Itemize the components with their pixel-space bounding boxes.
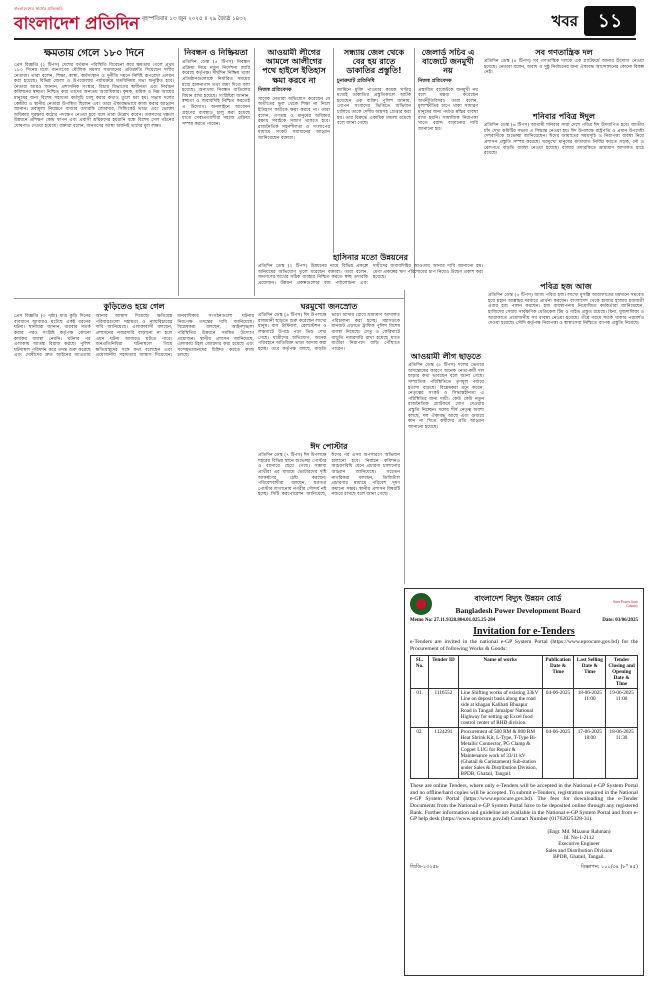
bpdb-logo-icon: [410, 593, 432, 615]
tender-signature: [520, 829, 638, 860]
tender-org-bangla: বাংলাদেশ বিদ্যুৎ উন্নয়ন বোর্ড: [474, 593, 562, 603]
tender-intro: e-Tenders are invited in the national e-GP System Portal (https://www.eprocure.gov.bd) for the Procurement of following Works & Goods:: [410, 639, 638, 652]
row-closing: 19-06-2025 11:00: [606, 689, 638, 728]
article-11-body: প্রতিদিন ডেস্ক (৪ টিপস) ঈদ উপলক্ষে রাজধানী ছাড়তে শুরু করেছেন লাখো মানুষ। বাস টার্মিনাল, রেলস্টেশন ও লঞ্চঘাটে উপচে পড়া ভিড় দেখা গেছে। যাত্রীদের অভিযোগ, অনেক পরিবহনে অতিরিক্ত ভাড়া আদায় করা হচ্ছে। তবে কর্তৃপক্ষ বলছে, বাড়তি ভাড়া আদায় রোধে ভ্রাম্যমাণ আদালত পরিচালনা করা হচ্ছে। মহাসড়কে যানজট এড়াতে ট্রাফিক পুলিশ বিশেষ ব্যবস্থা নিয়েছে। সেতু ও ফেরিঘাটে বাড়তি নজরদারি রাখা হয়েছে যাতে যাত্রীরা নিরাপদে বাড়ি পৌঁছাতে পারেন।: [258, 313, 400, 352]
article-13-body: প্রতিদিন ডেস্ক (৭ টিপস) ঈদ উপলক্ষে শহরের বিভিন্ন স্থানে শুভেচ্ছা পোস্টার ও ব্যানারে ছেয়ে গেছে। সম্ভাব্য প্রার্থীরা এর মাধ্যমে ভোটারদের দৃষ্টি আকর্ষণের চেষ্টা করছেন। পরিবেশবাদীরা বলছেন, যত্রতত্র পোস্টার লাগানোয় নগরীর সৌন্দর্য নষ্ট হচ্ছে। সিটি করপোরেশন জানিয়েছে, ঈদের পর এসব অপসারণে অভিযান চালানো হবে। নির্বাচন কমিশনও আচরণবিধি মেনে প্রচারণা চালানোর আহ্বান জানিয়েছে। সচেতন নাগরিকরা বলছেন, ডিজিটাল প্রচারণার মাধ্যমে পরিবেশ দূষণ কমানো সম্ভব। স্থানীয় প্রশাসন বিষয়টি নজরে রাখছে বলে জানা গেছে।: [258, 453, 400, 498]
article-12-headline[interactable]: আওয়ামী লীগ ছাড়তে: [410, 352, 482, 361]
col-last-selling: Last Selling Date & Time: [574, 656, 606, 689]
article-8: [488, 282, 644, 582]
tender-memo: Memo No: 27.11.9328.804.01.025.25-284: [410, 618, 496, 623]
article-2: [182, 48, 250, 296]
article-10-headline[interactable]: কুড়িতেও হয়ে গেল: [103, 302, 165, 311]
article-4: [337, 48, 411, 248]
row-closing: 18-06-2025 11:30: [606, 728, 638, 779]
row-sl: 02.: [411, 728, 429, 779]
row-tender-id: 1116552: [429, 689, 459, 728]
tender-bottom-row: [410, 864, 638, 872]
article-7-headline[interactable]: শনিবার পবিত্র ঈদুল: [533, 112, 595, 121]
table-row: [411, 689, 638, 728]
tender-notice: [404, 588, 644, 976]
article-7-body: প্রতিদিন ডেস্ক (৬ টিপস) আগামী শনিবার সারা দেশে পবিত্র ঈদ উদযাপিত হবে। জাতীয় চাঁদ দেখা কমিটির সভায় এ সিদ্ধান্ত নেওয়া হয়। ঈদ উপলক্ষে রাষ্ট্রপতি ও প্রধান উপদেষ্টা দেশবাসীকে শুভেচ্ছা জানিয়েছেন। ঈদের জামাতের সময়সূচি ও নিরাপত্তা ব্যবস্থা নিয়ে প্রশাসন প্রস্তুতি সম্পন্ন করেছে। ঘরমুখো মানুষের যাতায়াত নির্বিঘ্ন করতে সড়ক, নৌ ও রেলপথে বাড়তি ব্যবস্থা নেওয়া হয়েছে। বাজার তদারকিতে ভ্রাম্যমাণ আদালত মাঠে রয়েছে।: [484, 123, 644, 157]
section-title: খবর: [551, 12, 578, 30]
signatory-dept: Sales and Distribution Division: [545, 847, 613, 854]
article-2-body: প্রতিদিন ডেস্ক (৫ টিপস) নিবন্ধন প্রক্রিয়া নিয়ে নতুন নির্দেশনা জারি করেছে কর্তৃপক্ষ। দীর্ঘদিন নিষ্ক্রিয় থাকা প্রতিষ্ঠানগুলোকে নির্ধারিত সময়ের মধ্যে হালনাগাদ তথ্য জমা দিতে বলা হয়েছে। অন্যথায় নিবন্ধন বাতিলের বিধান রাখা হয়েছে। সংশ্লিষ্টরা জানান, স্বচ্ছতা ও জবাবদিহি নিশ্চিত করতেই এ উদ্যোগ। অনলাইনে আবেদন গ্রহণের ব্যবস্থাও চালু করা হয়েছে যাতে সেবাপ্রত্যাশীরা সহজে প্রক্রিয়া সম্পন্ন করতে পারেন।: [182, 60, 250, 127]
row-publication: 04-06-2025: [542, 689, 574, 728]
row-name-of-works: Procurement of 500 RM & 800 RM Heat Shrink Kit, L-Type, T-Type Bi-Metallic Connector, PG Clamp & Copper LUG for Repair & Maintenance work of 33/11 kV (Ghatail & Caristament) Sub-station under Sales & Distribution Division, BPDB, Ghatail, Tangail.: [458, 728, 542, 779]
row-tender-id: 1124291: [429, 728, 459, 779]
tender-ad-size: বিজ্ঞাপন: ১০০/৩৪ (৮" ৪৫): [580, 864, 638, 871]
column-rule: [254, 48, 255, 296]
tender-footer: These are online Tenders, where only e-Tenders will be accepted in the National e-GP System Portal and no offline/hard copies will be accepted. To submit e-Tenders, registration required in the National e-GP System Portal (https://www.eprocure.gov.bd). The fees for downloading the e-Tender Documents from the National e-GP System Portal have to be deposited online through any registered Bank. Further information and guideline are available in the National e-GP System Portal and from e-GP help desk (https://www.eprocure.gov.bd) Contact Number (01762025328-31).: [410, 783, 638, 823]
signatory-name: (Engr. Md. Mizanur Rahman): [547, 828, 611, 835]
article-13-headline[interactable]: ঈদ পোস্টার: [310, 442, 348, 451]
article-4-body: জামিনে মুক্তি পাওয়ার কয়েক ঘণ্টার মধ্যেই ডাকাতির প্রস্তুতিকালে আটক হয়েছেন এক ব্যক্তি। পুলিশ জানায়, গোপন সংবাদের ভিত্তিতে অভিযান চালিয়ে তাকে দেশীয় অস্ত্রসহ গ্রেপ্তার করা হয়। তার বিরুদ্ধে একাধিক মামলা রয়েছে বলে জানা গেছে।: [337, 87, 411, 127]
column-rule: [178, 48, 179, 296]
tender-slogan: Save Power Save Country: [613, 599, 638, 608]
col-sl: SL. No.: [411, 656, 429, 689]
row-last-selling: 17-06-2025 18:00: [574, 728, 606, 779]
article-1-headline[interactable]: ক্ষমতায় গেলে ১৮০ দিনে: [43, 48, 145, 59]
col-name-of-works: Name of works: [458, 656, 542, 689]
article-6: [484, 48, 644, 110]
article-12: [408, 352, 484, 584]
article-9-body: প্রতিদিন ডেস্ক (২ টিপস) উন্নয়নের নামে বিভিন্ন প্রকল্পে অনিয়মের অভিযোগ তুলে ধরেছেন বক্তারা। তারা বলেন, জনগণের অর্থের সঠিক ব্যবহার নিশ্চিত করতে স্বচ্ছ তদারকি প্রয়োজন। উন্নয়ন প্রকল্পগুলোর ব্যয় পর্যালোচনা এবং দায়ীদের জবাবদিহির আওতায় আনার দাবি জানানো হয়। মেগা প্রকল্পের ঋণ পরিশোধের চাপ নিয়েও উদ্বেগ প্রকাশ করা হয়েছে।: [258, 264, 483, 286]
article-4-headline[interactable]: সন্ধ্যায় জেল থেকে বের হয় রাতে ডাকাতির প্রস্তুতি!: [343, 48, 405, 76]
article-3-headline[interactable]: আওয়ামী লীগের আমলে আলীগের পথে হাইলে ইতিহাস ক্ষমা করবে না: [262, 48, 326, 85]
article-10: [14, 302, 254, 978]
article-7: [484, 112, 644, 278]
masthead: [14, 6, 636, 40]
col-tender-id: Tender ID: [429, 656, 459, 689]
article-13: [258, 442, 400, 978]
signatory-title: Executive Engineer: [558, 841, 600, 848]
article-6-body: প্রতিদিন ডেস্ক (৪ টিপস) সব গণতান্ত্রিক দলকে এক প্ল্যাটফর্মে আনার উদ্যোগ নেওয়া হয়েছে। নেতারা বলেন, অবাধ ও সুষ্ঠু নির্বাচনের জন্য ঐক্যবদ্ধ আন্দোলনের কোনো বিকল্প নেই।: [484, 59, 644, 76]
newspaper-logo: [14, 6, 140, 36]
signatory-id: Id. No-1-2112: [563, 835, 595, 842]
tender-date: Date: 03/06/2025: [602, 618, 638, 623]
article-5-body: প্রস্তাবিত বাজেটকে জনমুখী নয় বলে মন্তব্য করেছেন অর্থনীতিবিদরা। তারা বলেন, মূল্যস্ফীতির চাপে থাকা সাধারণ মানুষের জন্য পর্যাপ্ত স্বস্তির ব্যবস্থা রাখা হয়নি। সামাজিক নিরাপত্তা খাতে বরাদ্দ বাড়ানোর দাবি জানানো হয়।: [418, 87, 478, 132]
column-rule: [404, 290, 405, 584]
row-name-of-works: Line Shifting works of existing 33kV Line on deposit basis along the road side at khagan Kalihati Bhuapur Road in Tangail Jamalpur National Highway for setting up Excel food control center of RHD division.: [458, 689, 542, 728]
article-11-headline[interactable]: ঘরমুখো জনস্রোত: [300, 302, 358, 311]
article-5-byline: নিজস্ব প্রতিবেদক: [418, 77, 452, 84]
column-rule: [333, 48, 334, 253]
article-1-body: প্রেস বিজ্ঞপ্তি (২ টিপস) দেশের বর্তমান পরিস্থিতি বিবেচনা করে ক্ষমতায় গেলে প্রথম ১৮০ দিনের মধ্যে জনগণের মৌলিক সমস্যা সমাধানের প্রতিশ্রুতি দিয়েছেন দলীয় নেতারা। তারা বলেন, শিক্ষা, স্বাস্থ্য, কর্মসংস্থান ও দুর্নীতি দমনে নির্দিষ্ট রূপরেখা প্রণয়ন করা হয়েছে। বিভিন্ন জেলা ও উপজেলায় পর্যায়ক্রমে মতবিনিময় সভা অনুষ্ঠিত হবে। নেতারা আরও জানান, প্রশাসনিক সংস্কার, বিচার বিভাগের স্বাধীনতা এবং নির্বাচন কমিশনের স্বচ্ছতা নিশ্চিত করা তাদের অন্যতম অগ্রাধিকার। কৃষক, শ্রমিক ও নিম্ন আয়ের মানুষের জন্য বিশেষ সহায়তা কর্মসূচি চালু করার কথাও তুলে ধরা হয়। সভায় দলের কেন্দ্রীয় ও স্থানীয় নেতারা উপস্থিত ছিলেন এবং তারা ঐক্যবদ্ধভাবে কাজ করার আহ্বান জানান। দ্রব্যমূল্য নিয়ন্ত্রণে বাজার তদারকি জোরদার, সিন্ডিকেট ভাঙা এবং ভোক্তা অধিকার সুরক্ষায় কঠোর পদক্ষেপ নেওয়া হবে বলে তারা উল্লেখ করেন। তরুণদের দক্ষতা উন্নয়নে প্রশিক্ষণ কেন্দ্র স্থাপন এবং প্রবাসী শ্রমিকদের হয়রানি বন্ধে বিশেষ সেল গঠনের ঘোষণাও দেওয়া হয়েছে। বক্তারা বলেন, জনগণের আস্থা অর্জনই তাদের মূল লক্ষ্য।: [14, 62, 174, 130]
article-3-byline: নিজস্ব প্রতিবেদক: [258, 86, 292, 93]
tender-header: [410, 593, 638, 615]
row-publication: 04-06-2025: [542, 728, 574, 779]
article-9: [258, 253, 483, 295]
article-8-headline[interactable]: পবিত্র হজ আজ: [540, 282, 592, 291]
tender-table: [410, 655, 638, 779]
article-4-byline: চুনারুঘাট প্রতিনিধি: [337, 77, 375, 84]
tender-table-header: [411, 656, 638, 689]
tender-org-english: Bangladesh Power Development Board: [455, 605, 581, 615]
signatory-place: BPDB, Ghatail, Tangail.: [553, 853, 605, 860]
row-sl: 01.: [411, 689, 429, 728]
article-8-body: প্রতিদিন ডেস্ক (৫ টিপস) আজ পবিত্র হজ। লাখো মুসল্লি আরাফাতের ময়দানে সমবেত হয়ে মহান আল্লাহর দরবারে প্রার্থনা করবেন। বাংলাদেশ থেকে হাজার হাজার হজযাত্রী এবার হজ পালন করছেন। হজ ব্যবস্থাপনায় নিয়োজিত কর্মকর্তারা জানিয়েছেন, হাজিদের সেবায় সার্বক্ষণিক মেডিকেল টিম ও গাইড প্রস্তুত রয়েছে। মিনা, মুজদালিফা ও আরাফাতে প্রয়োজনীয় সব ব্যবস্থা নেওয়া হয়েছে। তীব্র গরমে সতর্ক থাকার পরামর্শও দেওয়া হয়েছে। সৌদি কর্তৃপক্ষ নিরাপত্তা ও স্বাস্থ্যসেবা নিশ্চিতে ব্যাপক প্রস্তুতি নিয়েছে।: [488, 293, 644, 327]
article-2-headline[interactable]: নিবন্ধন ও নিষ্ক্রিয়তা: [184, 48, 248, 57]
page-number: ১১: [584, 6, 636, 36]
article-12-body: প্রতিদিন ডেস্ক (৫ টিপস) দলের ভেতরে অসন্তোষের কারণে অনেক নেতা-কর্মী দল ছাড়ার কথা ভাবছেন বলে জানা গেছে। সাম্প্রতিক পরিস্থিতিতে তৃণমূল পর্যায়ে হতাশা বাড়ছে। বিশ্লেষকরা মনে করেন, নেতৃত্বের সংকট ও সিদ্ধান্তহীনতা এ পরিস্থিতির জন্য দায়ী। কেউ কেউ নতুন রাজনৈতিক প্ল্যাটফর্মে যোগ দেওয়ার প্রস্তুতি নিচ্ছেন। দলের শীর্ষ নেতৃত্ব অবশ্য বলছে, দল ঐক্যবদ্ধ আছে এবং গুজবে কান না দিতে কর্মীদের প্রতি আহ্বান জানানো হয়েছে।: [408, 363, 484, 430]
table-row: [411, 728, 638, 779]
logo-tagline: বাংলাদেশের স্বার্থের প্রতিচ্ছবি: [14, 6, 63, 11]
article-3-body: সাবেক নেতারা অভিযোগ করেছেন যে অতীতের ভুল থেকে শিক্ষা না নিলে ইতিহাস কাউকে ক্ষমা করবে না। তারা বলেন, গণতন্ত্র ও মানুষের অধিকার রক্ষায় সবাইকে সজাগ থাকতে হবে। রাজনৈতিক সহনশীলতা ও সংলাপের মাধ্যমে সংকট সমাধানের আহ্বান জানিয়েছেন বক্তারা।: [258, 96, 330, 141]
column-rule: [414, 48, 415, 278]
article-11: [258, 302, 400, 438]
article-5: [418, 48, 478, 278]
article-10-body: প্রেস বিজ্ঞপ্তি (৩ পৃষ্ঠা) মাত্র কুড়ি দিনের ব্যবধানে আবারও ঘটেছে একই ধরনের ঘটনা। স্থানীয়রা জানান, বারবার সতর্ক করার পরও সংশ্লিষ্ট কর্তৃপক্ষ কোনো কার্যকর ব্যবস্থা নেয়নি। ঘটনার পর এলাকায় আতঙ্ক বিরাজ করছে। পুলিশ ঘটনাস্থল পরিদর্শন করে তদন্ত শুরু করেছে এবং দোষীদের দ্রুত আইনের আওতায় আনার আশ্বাস দিয়েছে। ক্ষতিগ্রস্ত পরিবারগুলো সহায়তা ও ন্যায়বিচারের দাবি জানিয়েছে। এলাকাবাসী বলছেন, প্রশাসনের নজরদারি বাড়ানো না হলে এমন ঘটনা আবারও ঘটতে পারে। জনপ্রতিনিধিরা ঘটনাস্থলে গিয়ে ক্ষতিগ্রস্তদের সঙ্গে কথা বলেছেন এবং প্রয়োজনীয় সহায়তার আশ্বাস দিয়েছেন। মানবাধিকার সংগঠনগুলো ঘটনার নিরপেক্ষ তদন্তের দাবি জানিয়েছে। বিশ্লেষকরা বলছেন, আইনশৃঙ্খলা পরিস্থিতির উন্নয়নে সমন্বিত উদ্যোগ প্রয়োজন। স্থানীয় প্রশাসন জানিয়েছে, এলাকায় টহল জোরদার করা হয়েছে এবং সন্দেহভাজনদের চিহ্নিত করতে কাজ চলছে।: [14, 314, 254, 359]
article-1: [14, 48, 174, 296]
tender-gd-number: জিডি-১৩২৫৮: [410, 864, 440, 871]
col-publication: Publication Date & Time: [542, 656, 574, 689]
article-9-headline[interactable]: হাসিনার মতো উন্নয়নের: [332, 253, 409, 262]
article-6-headline[interactable]: সব গণতান্ত্রিক দল: [535, 48, 593, 57]
tender-memo-row: [410, 618, 638, 623]
dateline: বৃহস্পতিবার ১৩ জুন ২০২৫ ॥ ২৯ জ্যৈষ্ঠ ১৪৩২: [142, 16, 247, 22]
tender-title: Invitation for e-Tenders: [473, 626, 575, 637]
article-5-headline[interactable]: জেলার্ড সচিব এ বাজেটে জনমুখী নয়: [421, 48, 475, 76]
logo-name: বাংলাদেশ প্রতিদিন: [14, 14, 140, 34]
col-closing-opening: Tender Closing and Opening Date & Time: [606, 656, 638, 689]
row-rule: [14, 298, 404, 299]
row-last-selling: 18-06-2025 11:00: [574, 689, 606, 728]
